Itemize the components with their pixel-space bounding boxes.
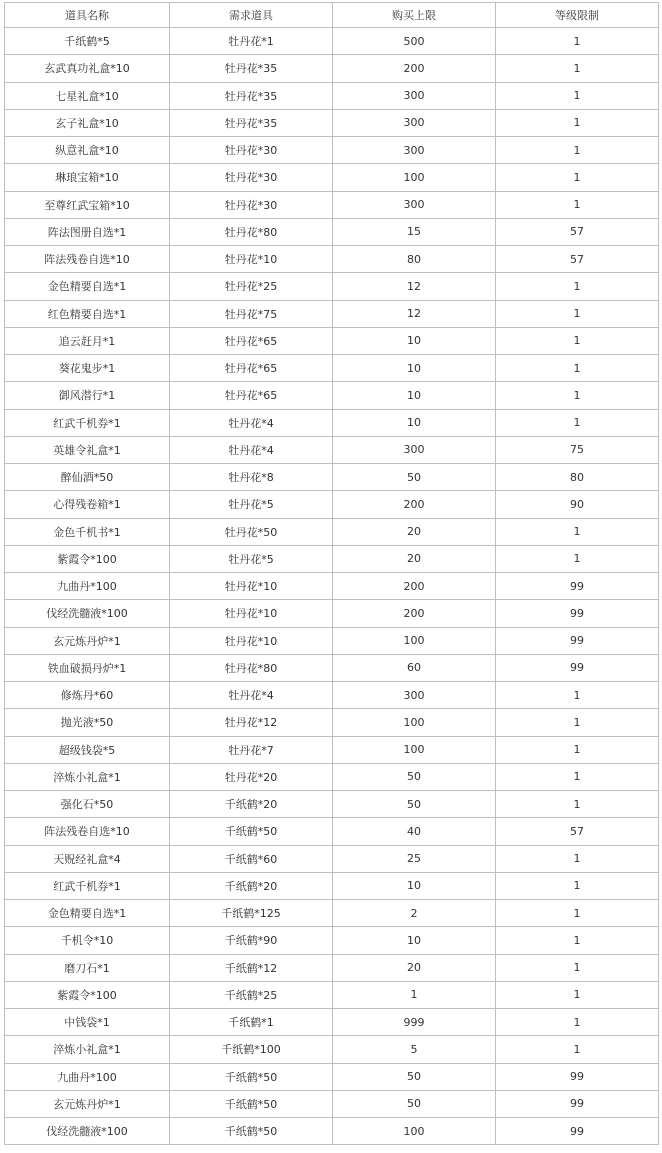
cell-purchase-limit: 10 — [333, 355, 496, 382]
cell-level-limit: 1 — [496, 327, 659, 354]
table-row — [5, 954, 659, 981]
table-body — [5, 28, 659, 1145]
cell-required-item: 牡丹花*10 — [170, 600, 333, 627]
cell-level-limit: 1 — [496, 927, 659, 954]
cell-required-item: 牡丹花*65 — [170, 382, 333, 409]
cell-level-limit: 1 — [496, 137, 659, 164]
cell-required-item: 牡丹花*8 — [170, 464, 333, 491]
cell-purchase-limit: 300 — [333, 191, 496, 218]
cell-level-limit: 1 — [496, 273, 659, 300]
cell-level-limit: 99 — [496, 654, 659, 681]
cell-level-limit: 99 — [496, 1063, 659, 1090]
cell-required-item: 千纸鹤*25 — [170, 981, 333, 1008]
cell-level-limit: 1 — [496, 791, 659, 818]
cell-purchase-limit: 50 — [333, 763, 496, 790]
header-item-name: 道具名称 — [5, 3, 170, 28]
cell-item-name: 红武千机券*1 — [5, 872, 170, 899]
table-row — [5, 191, 659, 218]
cell-item-name: 伐经洗髓液*100 — [5, 1118, 170, 1145]
table-row — [5, 600, 659, 627]
cell-level-limit: 90 — [496, 491, 659, 518]
table-row — [5, 791, 659, 818]
cell-level-limit: 1 — [496, 55, 659, 82]
cell-required-item: 牡丹花*7 — [170, 736, 333, 763]
cell-item-name: 纵意礼盒*10 — [5, 137, 170, 164]
table-row — [5, 545, 659, 572]
cell-required-item: 千纸鹤*125 — [170, 900, 333, 927]
cell-level-limit: 1 — [496, 82, 659, 109]
cell-required-item: 千纸鹤*20 — [170, 872, 333, 899]
table-row — [5, 845, 659, 872]
cell-purchase-limit: 10 — [333, 327, 496, 354]
cell-item-name: 中钱袋*1 — [5, 1009, 170, 1036]
table-row — [5, 1009, 659, 1036]
cell-level-limit: 99 — [496, 627, 659, 654]
cell-level-limit: 57 — [496, 218, 659, 245]
table-row — [5, 246, 659, 273]
cell-required-item: 牡丹花*80 — [170, 654, 333, 681]
table-row — [5, 82, 659, 109]
table-row — [5, 28, 659, 55]
cell-level-limit: 1 — [496, 709, 659, 736]
cell-level-limit: 1 — [496, 736, 659, 763]
table-row — [5, 491, 659, 518]
cell-purchase-limit: 100 — [333, 709, 496, 736]
cell-required-item: 千纸鹤*50 — [170, 818, 333, 845]
cell-purchase-limit: 15 — [333, 218, 496, 245]
cell-item-name: 醉仙酒*50 — [5, 464, 170, 491]
cell-required-item: 牡丹花*35 — [170, 82, 333, 109]
table-row — [5, 164, 659, 191]
cell-purchase-limit: 12 — [333, 300, 496, 327]
table-row — [5, 682, 659, 709]
cell-purchase-limit: 500 — [333, 28, 496, 55]
cell-level-limit: 57 — [496, 246, 659, 273]
cell-item-name: 金色千机书*1 — [5, 518, 170, 545]
cell-item-name: 紫霞令*100 — [5, 545, 170, 572]
cell-level-limit: 99 — [496, 600, 659, 627]
cell-item-name: 心得残卷箱*1 — [5, 491, 170, 518]
table-row — [5, 573, 659, 600]
cell-required-item: 千纸鹤*50 — [170, 1090, 333, 1117]
cell-required-item: 牡丹花*5 — [170, 491, 333, 518]
cell-level-limit: 75 — [496, 436, 659, 463]
cell-level-limit: 1 — [496, 28, 659, 55]
cell-level-limit: 1 — [496, 409, 659, 436]
cell-required-item: 牡丹花*25 — [170, 273, 333, 300]
cell-purchase-limit: 20 — [333, 518, 496, 545]
cell-required-item: 牡丹花*35 — [170, 55, 333, 82]
cell-item-name: 天贶经礼盒*4 — [5, 845, 170, 872]
table-row — [5, 137, 659, 164]
table-row — [5, 300, 659, 327]
cell-level-limit: 99 — [496, 1090, 659, 1117]
cell-level-limit: 1 — [496, 382, 659, 409]
cell-required-item: 牡丹花*4 — [170, 436, 333, 463]
cell-purchase-limit: 12 — [333, 273, 496, 300]
table-row — [5, 464, 659, 491]
cell-required-item: 千纸鹤*1 — [170, 1009, 333, 1036]
table-row — [5, 218, 659, 245]
cell-required-item: 牡丹花*4 — [170, 682, 333, 709]
cell-required-item: 牡丹花*10 — [170, 246, 333, 273]
cell-item-name: 金色精要自选*1 — [5, 273, 170, 300]
cell-item-name: 千纸鹤*5 — [5, 28, 170, 55]
table-row — [5, 1063, 659, 1090]
table-row — [5, 355, 659, 382]
cell-purchase-limit: 200 — [333, 573, 496, 600]
cell-item-name: 磨刀石*1 — [5, 954, 170, 981]
cell-required-item: 千纸鹤*100 — [170, 1036, 333, 1063]
cell-level-limit: 1 — [496, 845, 659, 872]
cell-purchase-limit: 60 — [333, 654, 496, 681]
cell-item-name: 九曲丹*100 — [5, 573, 170, 600]
table-row — [5, 1090, 659, 1117]
cell-purchase-limit: 200 — [333, 491, 496, 518]
table-row — [5, 382, 659, 409]
cell-item-name: 阵法图册自选*1 — [5, 218, 170, 245]
cell-item-name: 玄武真功礼盒*10 — [5, 55, 170, 82]
cell-purchase-limit: 300 — [333, 82, 496, 109]
header-row — [5, 3, 659, 28]
cell-purchase-limit: 50 — [333, 464, 496, 491]
cell-level-limit: 1 — [496, 355, 659, 382]
cell-item-name: 淬炼小礼盒*1 — [5, 1036, 170, 1063]
cell-purchase-limit: 40 — [333, 818, 496, 845]
table-row — [5, 109, 659, 136]
cell-required-item: 千纸鹤*60 — [170, 845, 333, 872]
table-row — [5, 627, 659, 654]
cell-level-limit: 80 — [496, 464, 659, 491]
table-row — [5, 654, 659, 681]
header-required-item: 需求道具 — [170, 3, 333, 28]
cell-required-item: 千纸鹤*50 — [170, 1118, 333, 1145]
table-row — [5, 927, 659, 954]
cell-item-name: 修炼丹*60 — [5, 682, 170, 709]
cell-level-limit: 1 — [496, 191, 659, 218]
cell-item-name: 阵法残卷自选*10 — [5, 246, 170, 273]
cell-purchase-limit: 200 — [333, 55, 496, 82]
cell-required-item: 牡丹花*30 — [170, 191, 333, 218]
cell-purchase-limit: 20 — [333, 954, 496, 981]
cell-purchase-limit: 20 — [333, 545, 496, 572]
cell-purchase-limit: 50 — [333, 791, 496, 818]
cell-item-name: 玄元炼丹炉*1 — [5, 627, 170, 654]
cell-purchase-limit: 200 — [333, 600, 496, 627]
cell-item-name: 葵花鬼步*1 — [5, 355, 170, 382]
cell-level-limit: 1 — [496, 872, 659, 899]
cell-level-limit: 99 — [496, 573, 659, 600]
cell-purchase-limit: 50 — [333, 1063, 496, 1090]
cell-level-limit: 1 — [496, 954, 659, 981]
cell-purchase-limit: 10 — [333, 927, 496, 954]
header-purchase-limit: 购买上限 — [333, 3, 496, 28]
cell-level-limit: 1 — [496, 518, 659, 545]
cell-item-name: 超级钱袋*5 — [5, 736, 170, 763]
cell-item-name: 九曲丹*100 — [5, 1063, 170, 1090]
table-row — [5, 1118, 659, 1145]
cell-level-limit: 1 — [496, 763, 659, 790]
cell-item-name: 红武千机券*1 — [5, 409, 170, 436]
cell-level-limit: 1 — [496, 900, 659, 927]
table-row — [5, 273, 659, 300]
cell-required-item: 牡丹花*80 — [170, 218, 333, 245]
cell-item-name: 抛光液*50 — [5, 709, 170, 736]
cell-purchase-limit: 5 — [333, 1036, 496, 1063]
cell-purchase-limit: 25 — [333, 845, 496, 872]
table-row — [5, 1036, 659, 1063]
cell-required-item: 牡丹花*65 — [170, 327, 333, 354]
cell-required-item: 千纸鹤*20 — [170, 791, 333, 818]
cell-required-item: 牡丹花*12 — [170, 709, 333, 736]
table-row — [5, 981, 659, 1008]
cell-required-item: 千纸鹤*90 — [170, 927, 333, 954]
cell-level-limit: 1 — [496, 109, 659, 136]
cell-level-limit: 1 — [496, 981, 659, 1008]
table-row — [5, 518, 659, 545]
table-row — [5, 818, 659, 845]
table-row — [5, 436, 659, 463]
cell-required-item: 牡丹花*65 — [170, 355, 333, 382]
cell-required-item: 牡丹花*35 — [170, 109, 333, 136]
cell-item-name: 玄元炼丹炉*1 — [5, 1090, 170, 1117]
cell-required-item: 牡丹花*30 — [170, 137, 333, 164]
table-row — [5, 872, 659, 899]
cell-level-limit: 1 — [496, 545, 659, 572]
cell-item-name: 英雄令礼盒*1 — [5, 436, 170, 463]
header-level-limit: 等级限制 — [496, 3, 659, 28]
table-row — [5, 55, 659, 82]
table-row — [5, 327, 659, 354]
cell-item-name: 千机令*10 — [5, 927, 170, 954]
table-row — [5, 763, 659, 790]
cell-item-name: 七星礼盒*10 — [5, 82, 170, 109]
cell-purchase-limit: 10 — [333, 409, 496, 436]
cell-level-limit: 1 — [496, 1009, 659, 1036]
cell-purchase-limit: 80 — [333, 246, 496, 273]
cell-purchase-limit: 2 — [333, 900, 496, 927]
cell-required-item: 牡丹花*30 — [170, 164, 333, 191]
table-header — [5, 3, 659, 28]
exchange-table — [4, 2, 659, 1145]
cell-item-name: 琳琅宝箱*10 — [5, 164, 170, 191]
cell-item-name: 阵法残卷自选*10 — [5, 818, 170, 845]
table-row — [5, 709, 659, 736]
cell-required-item: 牡丹花*10 — [170, 573, 333, 600]
cell-required-item: 千纸鹤*12 — [170, 954, 333, 981]
cell-item-name: 淬炼小礼盒*1 — [5, 763, 170, 790]
cell-purchase-limit: 50 — [333, 1090, 496, 1117]
cell-level-limit: 57 — [496, 818, 659, 845]
cell-purchase-limit: 100 — [333, 1118, 496, 1145]
cell-purchase-limit: 300 — [333, 682, 496, 709]
cell-item-name: 紫霞令*100 — [5, 981, 170, 1008]
cell-item-name: 御风潜行*1 — [5, 382, 170, 409]
cell-required-item: 千纸鹤*50 — [170, 1063, 333, 1090]
cell-level-limit: 1 — [496, 1036, 659, 1063]
cell-required-item: 牡丹花*20 — [170, 763, 333, 790]
cell-required-item: 牡丹花*50 — [170, 518, 333, 545]
cell-item-name: 强化石*50 — [5, 791, 170, 818]
cell-required-item: 牡丹花*75 — [170, 300, 333, 327]
cell-purchase-limit: 999 — [333, 1009, 496, 1036]
cell-purchase-limit: 300 — [333, 436, 496, 463]
cell-purchase-limit: 10 — [333, 382, 496, 409]
cell-item-name: 铁血破损丹炉*1 — [5, 654, 170, 681]
table-row — [5, 736, 659, 763]
cell-item-name: 红色精要自选*1 — [5, 300, 170, 327]
cell-required-item: 牡丹花*10 — [170, 627, 333, 654]
cell-item-name: 至尊红武宝箱*10 — [5, 191, 170, 218]
cell-required-item: 牡丹花*5 — [170, 545, 333, 572]
cell-level-limit: 1 — [496, 682, 659, 709]
cell-level-limit: 1 — [496, 164, 659, 191]
cell-item-name: 追云赶月*1 — [5, 327, 170, 354]
cell-item-name: 伐经洗髓液*100 — [5, 600, 170, 627]
cell-item-name: 金色精要自选*1 — [5, 900, 170, 927]
cell-level-limit: 1 — [496, 300, 659, 327]
table-row — [5, 900, 659, 927]
cell-item-name: 玄子礼盒*10 — [5, 109, 170, 136]
cell-purchase-limit: 300 — [333, 137, 496, 164]
cell-purchase-limit: 100 — [333, 164, 496, 191]
cell-purchase-limit: 300 — [333, 109, 496, 136]
table-row — [5, 409, 659, 436]
cell-purchase-limit: 1 — [333, 981, 496, 1008]
cell-purchase-limit: 10 — [333, 872, 496, 899]
cell-purchase-limit: 100 — [333, 736, 496, 763]
cell-required-item: 牡丹花*4 — [170, 409, 333, 436]
cell-purchase-limit: 100 — [333, 627, 496, 654]
cell-level-limit: 99 — [496, 1118, 659, 1145]
cell-required-item: 牡丹花*1 — [170, 28, 333, 55]
